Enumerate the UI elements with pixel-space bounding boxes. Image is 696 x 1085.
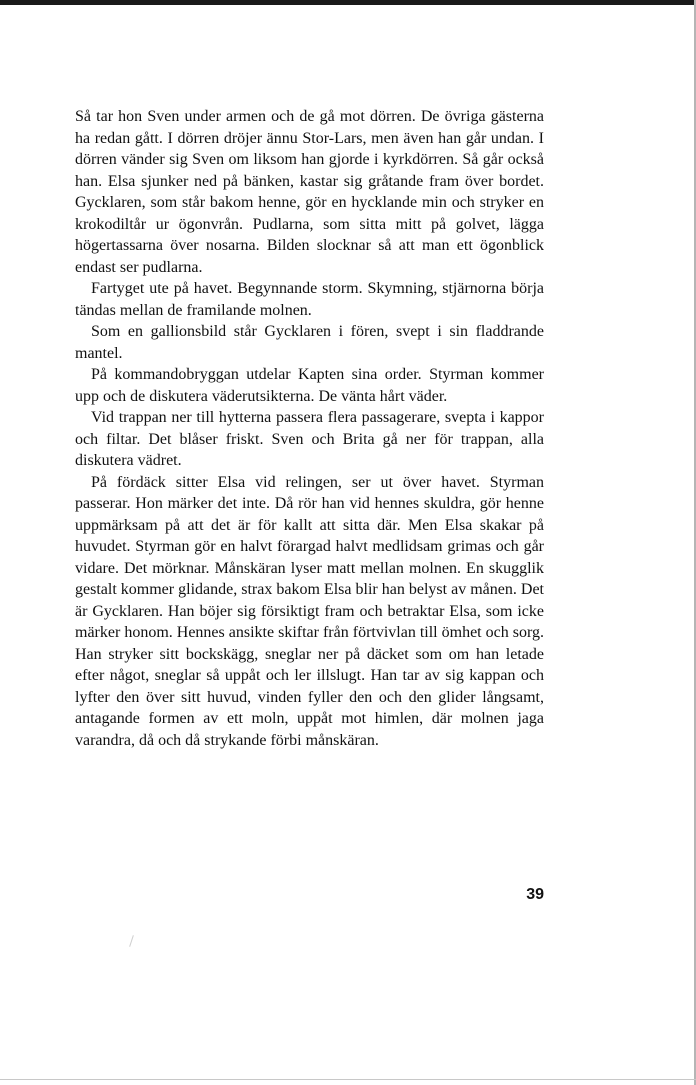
page-top-edge xyxy=(0,0,696,5)
paragraph-3: Som en gallionsbild står Gycklaren i fören, svept i sin fladdrande mantel. xyxy=(75,323,544,362)
paragraph-4: På kommandobryggan utdelar Kapten sina order. Styrman kommer upp och de diskutera väderutsikterna. De vänta hårt väder. xyxy=(75,366,544,405)
paragraph-5: Vid trappan ner till hytterna passera flera passagerare, svepta i kappor och filtar. Det blåser friskt. Sven och Brita gå ner för trappan, alla diskutera vädret. xyxy=(75,409,544,469)
paragraph-1: Så tar hon Sven under armen och de gå mot dörren. De övriga gästerna ha redan gått. I dörren dröjer ännu Stor-Lars, men även han går undan. I dörren vänder sig Sven om liksom han gjorde i kyrkdörren. Så går också han. Elsa sjunker ned på bänken, kastar sig gråtande fram över bordet. Gycklaren, som står bakom henne, gör en hycklande min och stryker en krokodiltår ur ögonvrån. Pudlarna, som sitta mitt på golvet, lägga högertassarna över nosarna. Bilden slocknar så att man ett ögonblick endast ser pudlarna. xyxy=(75,108,544,276)
scan-speck xyxy=(129,935,134,947)
page-bottom-edge xyxy=(0,1079,696,1080)
page-number: 39 xyxy=(526,886,544,903)
body-text xyxy=(75,106,544,751)
paragraph-6: På fördäck sitter Elsa vid relingen, ser ut över havet. Styrman passerar. Hon märker det inte. Då rör han vid hennes skuldra, gör henne uppmärksam på att det är för kallt att sitta där. Men Elsa skakar på huvudet. Styrman gör en halvt förargad halvt medlidsam grimas och går vidare. Det mörknar. Månskäran lyser matt mellan molnen. En skugglik gestalt kommer glidande, strax bakom Elsa blir han belyst av månen. Det är Gycklaren. Han böjer sig försiktigt fram och betraktar Elsa, som icke märker honom. Hennes ansikte skiftar från förtvivlan till ömhet och sorg. Han stryker sitt bockskägg, sneglar ner på däcket som om han letade efter något, sneglar så uppåt och ler illslugt. Han tar av sig kappan och lyfter den över sitt huvud, vinden fyller den och den glider långsamt, antagande formen av ett moln, uppåt mot himlen, där molnen jaga varandra, då och då strykande förbi månskäran. xyxy=(75,473,544,749)
paragraph-2: Fartyget ute på havet. Begynnande storm. Skymning, stjärnorna börja tändas mellan de framilande molnen. xyxy=(75,280,544,319)
